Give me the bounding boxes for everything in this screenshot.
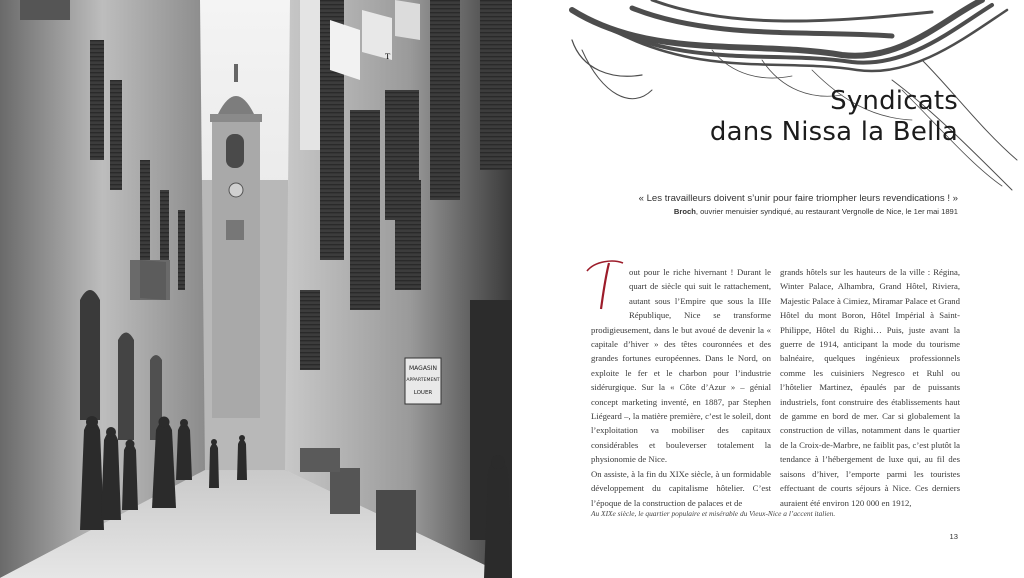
page-number: 13	[949, 532, 958, 541]
epigraph-quote: « Les travailleurs doivent s’unir pour faire triompher leurs revendications ! »	[638, 193, 958, 204]
text-column-2	[780, 265, 960, 510]
title-line1: Syndicats	[830, 86, 958, 116]
sign-line3: LOUER	[413, 390, 433, 396]
paragraph-2: On assiste, à la fin du XIXe siècle, à un formidable développement du capitalisme hôtelier. C’est l’époque de la construction de palaces et de	[591, 468, 771, 508]
epigraph	[538, 193, 958, 216]
shop-sign	[405, 358, 441, 404]
sign-line1: MAGASIN	[409, 365, 437, 372]
sign-line2: APPARTEMENT	[406, 378, 440, 383]
title-line2: dans Nissa la Bella	[709, 117, 958, 147]
epigraph-author: Broch	[673, 207, 696, 216]
drop-cap	[385, 51, 625, 315]
epigraph-source	[538, 207, 958, 216]
photo-caption: Au XIXe siècle, le quartier populaire et misérable du Vieux-Nice a l’accent italien.	[591, 509, 836, 518]
paragraph-3: grands hôtels sur les hauteurs de la ville : Régina, Winter Palace, Alhambra, Grand Hôtel, Riviera, Majestic Palace à Cimiez, Miramar Palace et Grand Hôtel du mont Boron, Hôtel Impérial à Saint-Philippe, Hôtel du Righi… Puis, juste avant la guerre de 1914, anticipant la mode du tourisme balnéaire, quelques ingénieux professionnels comme les cuisiniers Negresco et Ruhl ou l’hôtelier Martinez, épaulés par de puissants industriels, font construire des établissements haut de gamme en bord de mer. Car si globalement la construction de villas, notamment dans le quartier de la Croix-de-Marbre, ne faiblit pas, c’est plutôt la tendance à l’hébergement de luxe qui, au fil des saisons d’hiver, l’emporte parmi les touristes effectuant de courts séjours à Nice. Ces derniers auraient été environ 120 000 en 1912,	[780, 267, 960, 508]
bell-tower	[210, 64, 262, 418]
chapter-title	[710, 86, 958, 148]
paragraph-1: out pour le riche hivernant ! Durant le quart de siècle qui suit le rattachement, autant sous l’Empire que sous la IIIe République, Nice se transforme prodigieusement, dans le but avoué de devenir la « capitale d’hiver » des têtes couronnées et des grandes fortunes européennes. Dans le Nord, on exploite le fer et le charbon pour l’industrie sidérurgique. Sur la « Côte d’Azur » – génial concept marketing inventé, en 1887, par Stephen Liégeard –, la matière première, c’est le soleil, dont l’exploitation va mobiliser des capitaux considérables et bouleverser totalement la physionomie de Nice.	[591, 267, 771, 465]
epigraph-attribution: , ouvrier menuisier syndiqué, au restaurant Vergnolle de Nice, le 1er mai 1891	[695, 207, 958, 216]
drop-cap-letter: T	[385, 51, 391, 61]
